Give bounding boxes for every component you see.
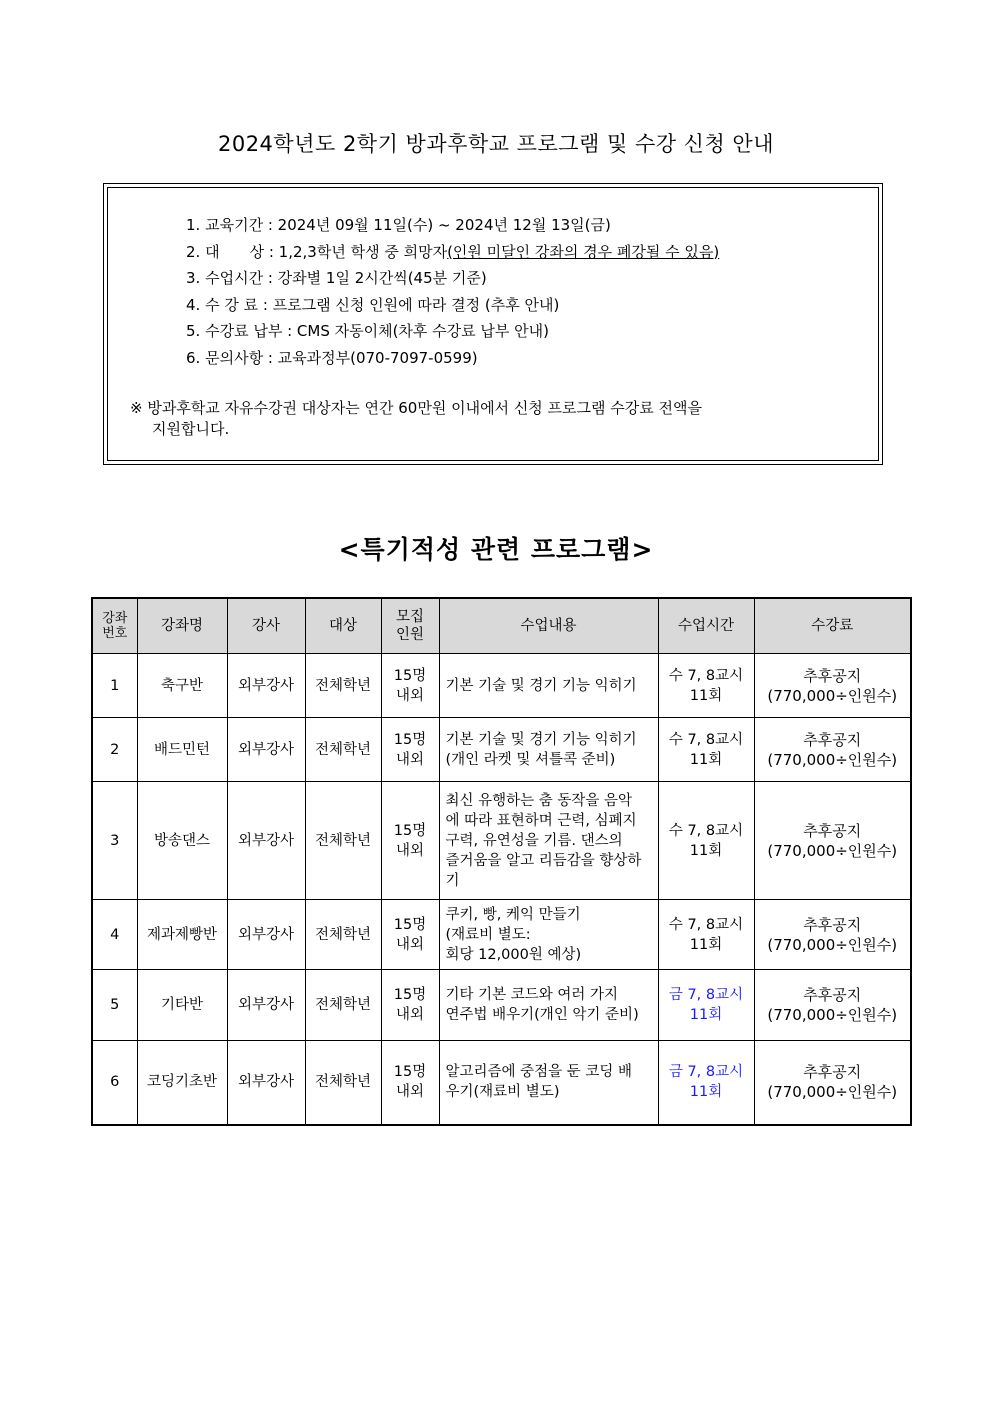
info-item-value: 교육과정부(070-7097-0599) [277, 348, 478, 367]
info-item-number: 1. [186, 216, 201, 234]
cell-target: 전체학년 [305, 1041, 381, 1125]
cell-target: 전체학년 [305, 970, 381, 1041]
note [130, 398, 830, 440]
info-item: 4. 수 강 료 : 프로그램 신청 인원에 따라 결정 (추후 안내) [186, 295, 560, 314]
cell-name: 배드민턴 [137, 718, 227, 782]
cell-teacher: 외부강사 [227, 718, 305, 782]
info-item-label: 수강료 납부 [205, 322, 283, 340]
info-item-underlined-note: (인원 미달인 강좌의 경우 폐강될 수 있음) [447, 242, 720, 261]
info-box-inner [107, 187, 879, 461]
info-item: 1. 교육기간 : 2024년 09월 11일(수) ~ 2024년 12월 13일(금) [186, 216, 611, 234]
table-row [92, 900, 911, 970]
cell-teacher: 외부강사 [227, 970, 305, 1041]
info-item-number: 2. [186, 242, 201, 261]
header-teacher: 강사 [227, 598, 305, 654]
cell-time: 금 7, 8교시 11회 [658, 1041, 754, 1125]
cell-no: 4 [92, 900, 137, 970]
cell-capacity: 15명 내외 [381, 654, 439, 718]
cell-time: 금 7, 8교시 11회 [658, 970, 754, 1041]
info-item-number: 6. [186, 348, 201, 367]
table-row [92, 970, 911, 1041]
header-fee: 수강료 [754, 598, 911, 654]
section-title: <특기적성 관련 프로그램> [338, 535, 654, 564]
cell-name: 제과제빵반 [137, 900, 227, 970]
info-item-label: 문의사항 [205, 348, 264, 367]
header-no: 강좌 번호 [92, 598, 137, 654]
cell-fee: 추후공지 (770,000÷인원수) [754, 900, 911, 970]
cell-time: 수 7, 8교시 11회 [658, 782, 754, 900]
cell-fee: 추후공지 (770,000÷인원수) [754, 718, 911, 782]
cell-fee: 추후공지 (770,000÷인원수) [754, 1041, 911, 1125]
info-item: 2. 대 상 : 1,2,3학년 학생 중 희망자(인원 미달인 강좌의 경우 폐강될 수 있음) [186, 242, 720, 261]
cell-content: 알고리즘에 중점을 둔 코딩 배 우기(재료비 별도) [439, 1041, 658, 1125]
cell-fee: 추후공지 (770,000÷인원수) [754, 970, 911, 1041]
info-item-value: 1,2,3학년 학생 중 희망자 [278, 242, 448, 261]
cell-name: 기타반 [137, 970, 227, 1041]
cell-target: 전체학년 [305, 654, 381, 718]
info-item-value: 프로그램 신청 인원에 따라 결정 (추후 안내) [272, 295, 560, 314]
page-title: 2024학년도 2학기 방과후학교 프로그램 및 수강 신청 안내 [217, 132, 775, 156]
cell-time: 수 7, 8교시 11회 [658, 654, 754, 718]
header-target: 대상 [305, 598, 381, 654]
program-table [91, 597, 912, 1126]
table-row [92, 718, 911, 782]
info-item-number: 4. [186, 295, 201, 314]
info-item-number: 3. [186, 269, 201, 287]
cell-time: 수 7, 8교시 11회 [658, 900, 754, 970]
note-line-1: ※ 방과후학교 자유수강권 대상자는 연간 60만원 이내에서 신청 프로그램 수강료 전액을 [130, 399, 702, 417]
note-line-2: 지원합니다. [152, 420, 230, 438]
cell-no: 6 [92, 1041, 137, 1125]
header-content: 수업내용 [439, 598, 658, 654]
cell-teacher: 외부강사 [227, 900, 305, 970]
info-item: 5. 수강료 납부 : CMS 자동이체(차후 수강료 납부 안내) [186, 322, 549, 340]
cell-target: 전체학년 [305, 782, 381, 900]
info-item-number: 5. [186, 322, 201, 340]
cell-name: 코딩기초반 [137, 1041, 227, 1125]
info-item-label: 대 상 [205, 242, 265, 261]
cell-capacity: 15명 내외 [381, 970, 439, 1041]
cell-content: 쿠키, 빵, 케익 만들기 (재료비 별도: 회당 12,000원 예상) [439, 900, 658, 970]
info-item-label: 수업시간 [205, 269, 264, 287]
info-list [186, 212, 719, 371]
table-body [92, 654, 911, 1125]
table-row [92, 782, 911, 900]
cell-content: 기본 기술 및 경기 기능 익히기 (개인 라켓 및 셔틀콕 준비) [439, 718, 658, 782]
table-row [92, 654, 911, 718]
table-row [92, 1041, 911, 1125]
table-header-row [92, 598, 911, 654]
cell-time: 수 7, 8교시 11회 [658, 718, 754, 782]
cell-target: 전체학년 [305, 718, 381, 782]
cell-no: 5 [92, 970, 137, 1041]
header-capacity: 모집 인원 [381, 598, 439, 654]
info-item-label: 교육기간 [205, 216, 264, 234]
cell-name: 방송댄스 [137, 782, 227, 900]
cell-no: 2 [92, 718, 137, 782]
info-item-value: CMS 자동이체(차후 수강료 납부 안내) [296, 322, 549, 340]
cell-no: 3 [92, 782, 137, 900]
cell-capacity: 15명 내외 [381, 718, 439, 782]
info-item: 3. 수업시간 : 강좌별 1일 2시간씩(45분 기준) [186, 269, 487, 287]
cell-content: 기본 기술 및 경기 기능 익히기 [439, 654, 658, 718]
info-item-value: 2024년 09월 11일(수) ~ 2024년 12월 13일(금) [277, 216, 611, 234]
cell-capacity: 15명 내외 [381, 1041, 439, 1125]
header-time: 수업시간 [658, 598, 754, 654]
cell-fee: 추후공지 (770,000÷인원수) [754, 782, 911, 900]
cell-capacity: 15명 내외 [381, 782, 439, 900]
cell-teacher: 외부강사 [227, 1041, 305, 1125]
info-item: 6. 문의사항 : 교육과정부(070-7097-0599) [186, 348, 478, 367]
cell-content: 기타 기본 코드와 여러 가지 연주법 배우기(개인 악기 준비) [439, 970, 658, 1041]
cell-name: 축구반 [137, 654, 227, 718]
cell-target: 전체학년 [305, 900, 381, 970]
cell-no: 1 [92, 654, 137, 718]
cell-fee: 추후공지 (770,000÷인원수) [754, 654, 911, 718]
cell-teacher: 외부강사 [227, 654, 305, 718]
info-item-value: 강좌별 1일 2시간씩(45분 기준) [277, 269, 487, 287]
header-name: 강좌명 [137, 598, 227, 654]
cell-capacity: 15명 내외 [381, 900, 439, 970]
cell-teacher: 외부강사 [227, 782, 305, 900]
info-box [103, 183, 883, 465]
cell-content: 최신 유행하는 춤 동작을 음악 에 따라 표현하며 근력, 심폐지 구력, 유연성을 기름. 댄스의 즐거움을 알고 리듬감을 향상하 기 [439, 782, 658, 900]
info-item-label: 수 강 료 [205, 295, 259, 314]
